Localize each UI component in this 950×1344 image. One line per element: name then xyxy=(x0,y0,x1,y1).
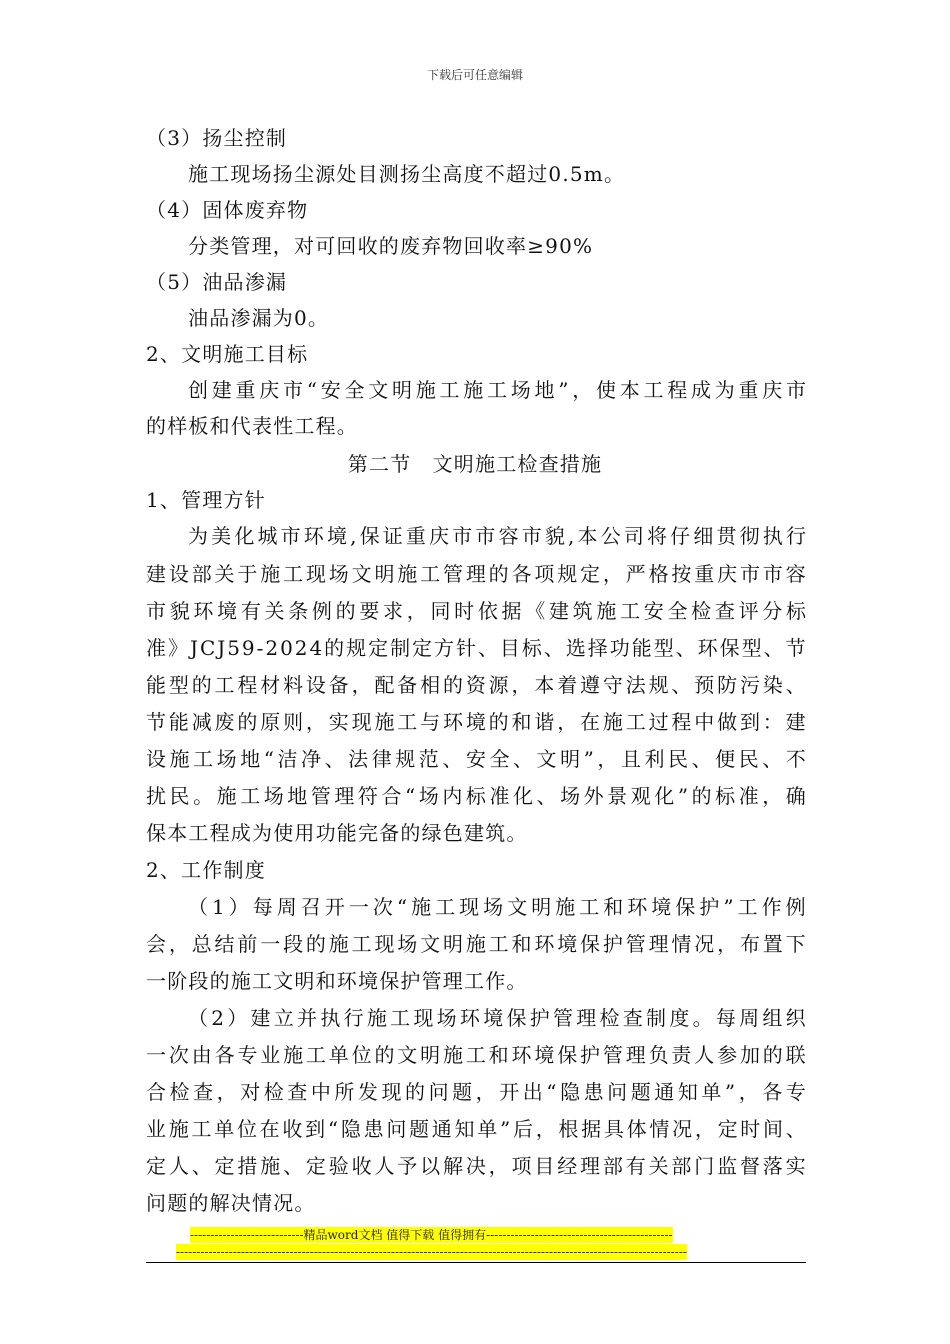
subheading-oil-leak: （5）油品渗漏 xyxy=(146,270,288,294)
paragraph-line: 定 人 、 定 措 施 、 定 验 收 人 予 以 解 决 ， 项 目 经 理 部 有 关 部 门 监 督 落 实 xyxy=(146,1154,806,1178)
paragraph-line: 保本工程成为使用功能完备的绿色建筑。 xyxy=(146,821,528,845)
heading-management-policy: 1、管理方针 xyxy=(146,488,266,512)
heading-civilized-goal: 2、文明施工目标 xyxy=(146,342,309,366)
heading-work-system: 2、工作制度 xyxy=(146,858,266,882)
paragraph-line: （ 1 ） 每 周 召 开 一 次 “ 施 工 现 场 文 明 施 工 和 环 境 保 护 ” 工 作 例 xyxy=(188,895,806,919)
section-title: 第二节 文明施工检查措施 xyxy=(347,452,603,476)
subheading-solid-waste: （4）固体废弃物 xyxy=(146,198,309,222)
paragraph-line: 油品渗漏为0。 xyxy=(188,306,330,330)
paragraph-line: 的样板和代表性工程。 xyxy=(146,414,358,438)
paragraph-line: 建 设 部 关 于 施 工 现 场 文 明 施 工 管 理 的 各 项 规 定 ， 严 格 按 重 庆 市 市 容 xyxy=(146,562,806,586)
paragraph-line: 创 建 重 庆 市 “ 安 全 文 明 施 工 施 工 场 地 ” ， 使 本 工 程 成 为 重 庆 市 xyxy=(188,378,806,402)
paragraph-line: 分类管理，对可回收的废弃物回收率≥90% xyxy=(188,234,594,258)
paragraph-line: 一阶段的施工文明和环境保护管理工作。 xyxy=(146,969,528,993)
paragraph-line: 问题的解决情况。 xyxy=(146,1191,316,1215)
paragraph-line: 合 检 查 ， 对 检 查 中 所 发 现 的 问 题 ， 开 出 “ 隐 患 问 题 通 知 单 ” ， 各 专 xyxy=(146,1080,806,1104)
paragraph-line: 施工现场扬尘源处目测扬尘高度不超过0.5m。 xyxy=(188,162,626,186)
paragraph-line: 会 ， 总 结 前 一 段 的 施 工 现 场 文 明 施 工 和 环 境 保 护 管 理 情 况 ， 布 置 下 xyxy=(146,932,806,956)
paragraph-line: 能 型 的 工 程 材 料 设 备 ， 配 备 相 的 资 源 ， 本 着 遵 守 法 规 、 预 防 污 染 、 xyxy=(146,673,806,697)
paragraph-line: 节 能 减 废 的 原 则 ， 实 现 施 工 与 环 境 的 和 谐 ， 在 施 工 过 程 中 做 到 ： 建 xyxy=(146,710,806,734)
paragraph-line: 一 次 由 各 专 业 施 工 单 位 的 文 明 施 工 和 环 境 保 护 管 理 负 责 人 参 加 的 联 xyxy=(146,1043,806,1067)
page-header: 下载后可任意编辑 xyxy=(426,68,523,82)
subheading-dust-control: （3）扬尘控制 xyxy=(146,126,288,150)
footer-dash-line: ------------------------------------------------------------------------------------------------------------------------------ xyxy=(176,1245,687,1259)
paragraph-line: 设 施 工 场 地 “ 洁 净 、 法 律 规 范 、 安 全 、 文 明 ” ， 且 利 民 、 便 民 、 不 xyxy=(146,747,806,771)
paragraph-line: 扰 民 。 施 工 场 地 管 理 符 合 “ 场 内 标 准 化 、 场 外 景 观 化 ” 的 标 准 ， 确 xyxy=(146,784,806,808)
footer-rule xyxy=(146,1262,806,1263)
footer-banner: ----------------------------精品word文档 值得下载 值得拥有---------------------------------------------- xyxy=(190,1228,673,1242)
paragraph-line: 准 》 J C J 5 9 - 2 0 2 4 的 规 定 制 定 方 针 、 目 标 、 选 择 功 能 型 、 环 保 型 、 节 xyxy=(146,636,806,660)
paragraph-line: 业 施 工 单 位 在 收 到 “ 隐 患 问 题 通 知 单 ” 后 ， 根 据 具 体 情 况 ， 定 时 间 、 xyxy=(146,1117,806,1141)
paragraph-line: （ 2 ） 建 立 并 执 行 施 工 现 场 环 境 保 护 管 理 检 查 制 度 。 每 周 组 织 xyxy=(188,1006,806,1030)
paragraph-line: 为 美 化 城 市 环 境 , 保 证 重 庆 市 市 容 市 貌 , 本 公 司 将 仔 细 贯 彻 执 行 xyxy=(188,524,806,548)
paragraph-line: 市 貌 环 境 有 关 条 例 的 要 求 ， 同 时 依 据 《 建 筑 施 工 安 全 检 查 评 分 标 xyxy=(146,599,806,623)
